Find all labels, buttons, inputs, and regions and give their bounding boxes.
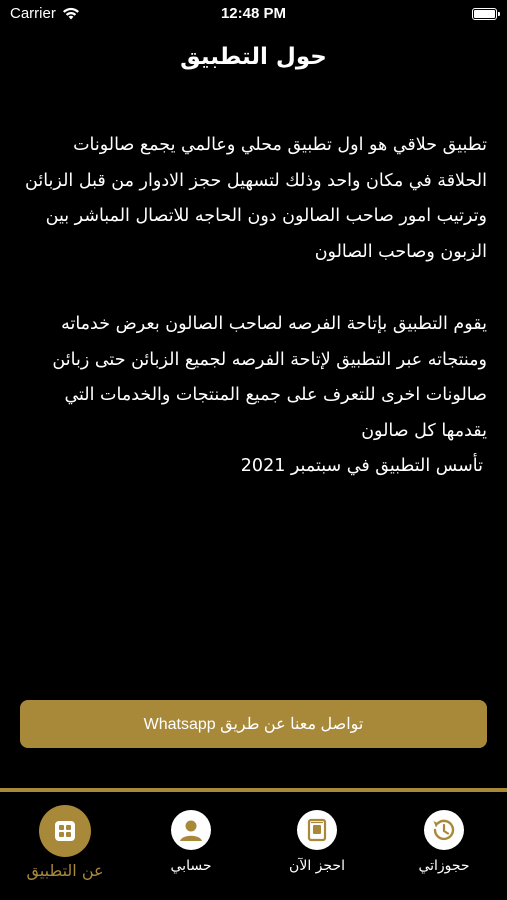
about-paragraph-1: تطبيق حلاقي هو اول تطبيق محلي وعالمي يجمع صالونات الحلاقة في مكان واحد وذلك لتسهيل حجز الادوار من قبل الزبائن وترتيب امور صاحب الصالون دون الحاجه للاتصال المباشر بين الزبون وصاحب الصالون xyxy=(25,135,487,262)
about-paragraph-2: يقوم التطبيق بإتاحة الفرصه لصاحب الصالون بعرض خدماته ومنتجاته عبر التطبيق لإتاحة الفرصه لجميع الزبائن حتى زبائن صالونات اخرى للتعرف على جميع المنتجات والخدمات التي يقدمها كل صالون xyxy=(52,314,487,441)
app-grid-icon xyxy=(39,805,91,857)
tab-label: احجز الآن xyxy=(289,858,345,874)
tab-about-app[interactable] xyxy=(10,805,120,880)
tab-my-account[interactable] xyxy=(136,810,246,874)
whatsapp-contact-button[interactable]: تواصل معنا عن طريق Whatsapp xyxy=(20,700,487,748)
page-title: حول التطبيق xyxy=(180,44,327,70)
tab-label: حجوزاتي xyxy=(418,858,470,874)
founded-date-text: تأسس التطبيق في سبتمبر 2021 xyxy=(240,456,483,476)
tab-bar xyxy=(0,788,507,900)
tab-label: عن التطبيق xyxy=(26,861,104,880)
tab-book-now[interactable] xyxy=(262,810,372,874)
tab-my-bookings[interactable] xyxy=(389,810,499,874)
status-time: 12:48 PM xyxy=(220,5,287,22)
carrier-label: Carrier xyxy=(10,5,56,22)
about-content xyxy=(20,128,487,485)
battery-icon xyxy=(472,8,497,20)
status-bar xyxy=(0,0,507,28)
user-icon xyxy=(171,810,211,850)
calendar-book-icon xyxy=(297,810,337,850)
history-icon xyxy=(424,810,464,850)
tab-label: حسابي xyxy=(170,858,212,874)
